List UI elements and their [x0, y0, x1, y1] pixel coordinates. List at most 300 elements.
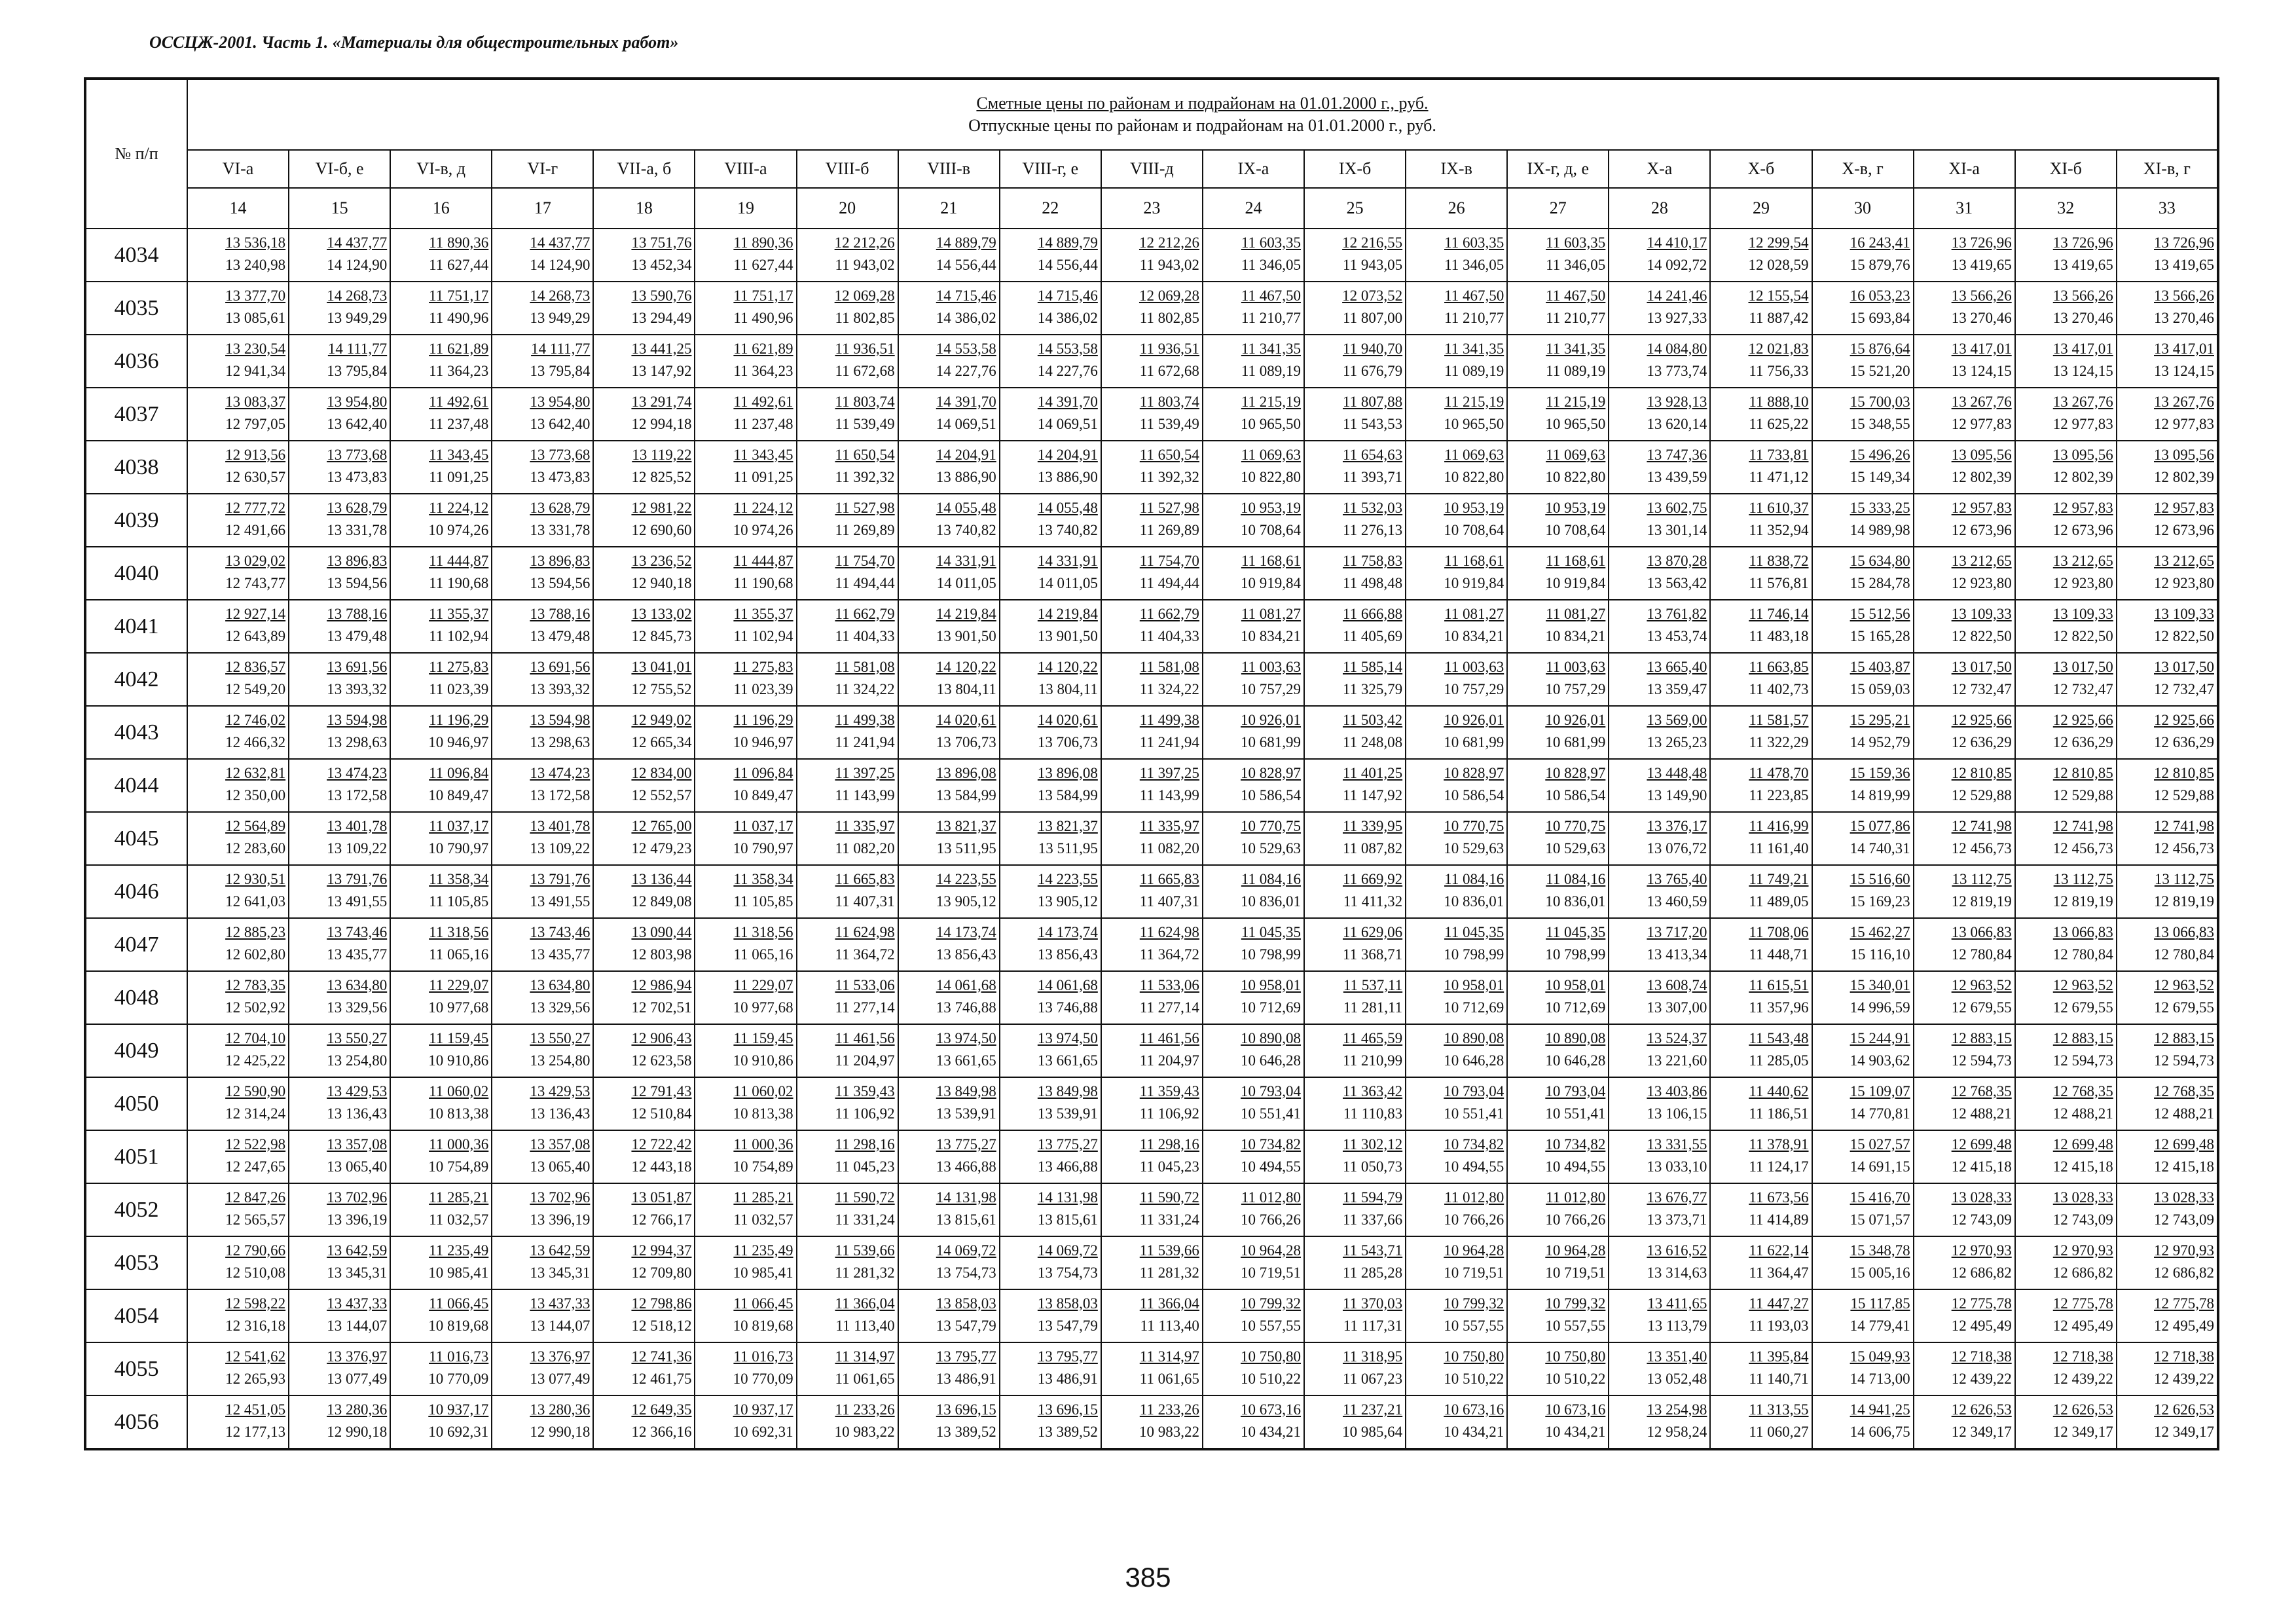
release-price: 11 269,89 — [835, 521, 895, 538]
release-price: 13 584,99 — [1037, 786, 1098, 803]
price-cell — [187, 441, 289, 494]
estimated-price: 12 775,78 — [2154, 1295, 2214, 1312]
price-cell — [1101, 1130, 1203, 1183]
price-cell — [390, 759, 492, 812]
estimated-price: 12 299,54 — [1748, 234, 1809, 251]
estimated-price: 14 084,80 — [1647, 340, 1707, 357]
release-price: 12 709,80 — [631, 1264, 692, 1281]
price-cell — [390, 1130, 492, 1183]
release-price: 12 439,22 — [1951, 1370, 2012, 1387]
estimated-price: 14 331,91 — [1037, 552, 1098, 569]
estimated-price: 13 676,77 — [1647, 1189, 1707, 1206]
price-cell — [1304, 865, 1406, 918]
estimated-price: 13 628,79 — [530, 499, 591, 516]
estimated-price: 13 417,01 — [1951, 340, 2012, 357]
release-price: 14 989,98 — [1850, 521, 1910, 538]
estimated-price: 11 397,25 — [835, 764, 895, 781]
price-cell — [1406, 1236, 1507, 1289]
release-price: 13 746,88 — [936, 999, 996, 1016]
release-price: 11 204,97 — [835, 1052, 895, 1069]
estimated-price: 11 492,61 — [429, 393, 489, 410]
estimated-price: 14 268,73 — [327, 287, 388, 304]
release-price: 10 510,22 — [1545, 1370, 1606, 1387]
price-cell — [2015, 494, 2117, 547]
estimated-price: 14 131,98 — [936, 1189, 996, 1206]
estimated-price: 11 751,17 — [429, 287, 489, 304]
price-cell — [1203, 865, 1304, 918]
estimated-price: 13 821,37 — [1037, 817, 1098, 834]
price-cell — [289, 1342, 390, 1395]
release-price: 11 494,44 — [1139, 574, 1199, 591]
estimated-price: 13 726,96 — [2154, 234, 2214, 251]
estimated-price: 11 624,98 — [1139, 923, 1199, 940]
price-cell — [390, 335, 492, 388]
estimated-price: 11 229,07 — [733, 976, 793, 993]
estimated-price: 11 084,16 — [1546, 870, 1606, 887]
estimated-price: 11 003,63 — [1546, 658, 1606, 675]
estimated-price: 13 109,33 — [1951, 605, 2012, 622]
estimated-price: 13 954,80 — [327, 393, 388, 410]
price-cell — [695, 282, 796, 335]
release-price: 11 023,39 — [733, 680, 793, 697]
price-cell — [492, 441, 593, 494]
estimated-price: 11 370,03 — [1342, 1295, 1403, 1312]
release-price: 11 627,44 — [429, 256, 489, 273]
estimated-price: 13 594,98 — [530, 711, 591, 728]
release-price: 13 298,63 — [327, 733, 388, 750]
region-column-header: IX-а — [1203, 150, 1304, 188]
estimated-price: 12 970,93 — [1951, 1242, 2012, 1259]
estimated-price: 11 401,25 — [1342, 764, 1403, 781]
release-price: 10 910,86 — [428, 1052, 489, 1069]
release-price: 10 712,69 — [1444, 999, 1504, 1016]
estimated-price: 13 642,59 — [530, 1242, 591, 1259]
estimated-price: 11 527,98 — [835, 499, 895, 516]
estimated-price: 12 718,38 — [2154, 1348, 2214, 1365]
estimated-price: 11 224,12 — [733, 499, 793, 516]
estimated-price: 13 411,65 — [1647, 1295, 1707, 1312]
release-price: 12 819,19 — [2154, 893, 2214, 910]
release-price: 13 052,48 — [1647, 1370, 1707, 1387]
price-cell — [187, 971, 289, 1024]
price-cell — [492, 494, 593, 547]
release-price: 14 556,44 — [936, 256, 996, 273]
release-price: 10 798,99 — [1241, 946, 1302, 963]
price-cell — [695, 1289, 796, 1342]
release-price: 11 346,05 — [1444, 256, 1504, 273]
estimated-price: 13 109,33 — [2052, 605, 2113, 622]
price-cell — [2117, 547, 2218, 600]
price-cell — [1304, 1024, 1406, 1077]
estimated-price: 13 267,76 — [2052, 393, 2113, 410]
estimated-price: 11 016,73 — [429, 1348, 489, 1365]
table-row — [85, 1342, 2218, 1395]
release-price: 13 804,11 — [936, 680, 996, 697]
estimated-price: 12 883,15 — [2154, 1029, 2214, 1046]
price-cell — [2117, 865, 2218, 918]
release-price: 13 329,56 — [327, 999, 388, 1016]
price-cell — [1101, 918, 1203, 971]
release-price: 10 719,51 — [1241, 1264, 1302, 1281]
price-cell — [1101, 971, 1203, 1024]
release-price: 13 124,15 — [2154, 362, 2214, 379]
estimated-price: 10 828,97 — [1444, 764, 1504, 781]
price-cell — [1507, 494, 1609, 547]
estimated-price: 11 069,63 — [1241, 446, 1302, 463]
price-cell — [1507, 1077, 1609, 1130]
price-cell — [187, 1183, 289, 1236]
release-price: 11 110,83 — [1343, 1105, 1403, 1122]
price-cell — [1406, 918, 1507, 971]
release-price: 13 486,91 — [1037, 1370, 1098, 1387]
estimated-price: 11 366,04 — [835, 1295, 895, 1312]
estimated-price: 11 936,51 — [1139, 340, 1199, 357]
release-price: 12 822,50 — [1951, 627, 2012, 644]
release-price: 13 149,90 — [1647, 786, 1707, 803]
price-cell — [390, 653, 492, 706]
price-cell — [1203, 1236, 1304, 1289]
price-cell — [1000, 706, 1101, 759]
price-cell — [187, 335, 289, 388]
release-price: 11 161,40 — [1749, 840, 1809, 857]
release-price: 11 237,48 — [733, 415, 793, 432]
release-price: 10 529,63 — [1444, 840, 1504, 857]
release-price: 10 434,21 — [1444, 1423, 1504, 1440]
release-price: 12 679,55 — [2154, 999, 2214, 1016]
release-price: 11 065,16 — [429, 946, 489, 963]
price-cell — [1203, 918, 1304, 971]
price-cell — [1812, 1289, 1914, 1342]
price-cell — [898, 1024, 1000, 1077]
price-cell — [2015, 1183, 2117, 1236]
price-cell — [187, 600, 289, 653]
price-cell — [1710, 653, 1812, 706]
estimated-price: 13 566,26 — [1951, 287, 2012, 304]
estimated-price: 11 341,35 — [1241, 340, 1302, 357]
price-cell — [1710, 1183, 1812, 1236]
release-price: 10 754,89 — [428, 1158, 489, 1175]
estimated-price: 14 219,84 — [1037, 605, 1098, 622]
region-column-header: IX-в — [1406, 150, 1507, 188]
estimated-price: 12 913,56 — [225, 446, 286, 463]
estimated-price: 12 883,15 — [1951, 1029, 2012, 1046]
estimated-price: 10 937,17 — [733, 1401, 793, 1418]
price-cell — [1914, 971, 2015, 1024]
row-number: 4051 — [85, 1130, 187, 1183]
price-cell — [593, 759, 695, 812]
release-price: 12 439,22 — [2154, 1370, 2214, 1387]
estimated-price: 13 136,44 — [631, 870, 692, 887]
release-price: 11 364,72 — [835, 946, 895, 963]
release-price: 11 490,96 — [733, 309, 793, 326]
estimated-price: 13 095,56 — [2154, 446, 2214, 463]
price-cell — [289, 335, 390, 388]
column-index: 33 — [2117, 188, 2218, 229]
price-cell — [1406, 229, 1507, 282]
release-price: 14 124,90 — [530, 256, 591, 273]
estimated-price: 11 045,35 — [1546, 923, 1606, 940]
price-cell — [1203, 1024, 1304, 1077]
price-cell — [2015, 1395, 2117, 1449]
release-price: 15 284,78 — [1850, 574, 1910, 591]
release-price: 10 985,41 — [428, 1264, 489, 1281]
release-price: 13 265,23 — [1647, 733, 1707, 750]
estimated-price: 11 416,99 — [1749, 817, 1809, 834]
price-cell — [1812, 1077, 1914, 1130]
release-price: 11 060,27 — [1749, 1423, 1809, 1440]
price-cell — [1914, 1077, 2015, 1130]
release-price: 11 204,97 — [1139, 1052, 1199, 1069]
release-price: 12 366,16 — [631, 1423, 692, 1440]
release-price: 11 210,77 — [1546, 309, 1606, 326]
release-price: 10 977,68 — [428, 999, 489, 1016]
page-number: 385 — [1125, 1562, 1171, 1593]
release-price: 12 802,39 — [2052, 468, 2113, 485]
estimated-price: 15 027,57 — [1850, 1135, 1910, 1153]
price-cell — [2015, 547, 2117, 600]
estimated-price: 11 215,19 — [1444, 393, 1504, 410]
price-cell — [1710, 706, 1812, 759]
price-cell — [1914, 1130, 2015, 1183]
price-cell — [1101, 1289, 1203, 1342]
price-cell — [1000, 547, 1101, 600]
release-price: 13 359,47 — [1647, 680, 1707, 697]
release-price: 15 165,28 — [1850, 627, 1910, 644]
release-price: 12 602,80 — [225, 946, 286, 963]
release-price: 12 755,52 — [631, 680, 692, 697]
price-cell — [898, 971, 1000, 1024]
price-cell — [1609, 388, 1710, 441]
estimated-price: 11 003,63 — [1444, 658, 1504, 675]
estimated-price: 11 543,48 — [1749, 1029, 1809, 1046]
estimated-price: 12 906,43 — [631, 1029, 692, 1046]
estimated-price: 11 335,97 — [835, 817, 895, 834]
estimated-price: 11 447,27 — [1749, 1295, 1809, 1312]
release-price: 11 346,05 — [1546, 256, 1606, 273]
estimated-price: 13 017,50 — [2052, 658, 2113, 675]
estimated-price: 13 590,76 — [631, 287, 692, 304]
release-price: 12 673,96 — [2052, 521, 2113, 538]
release-price: 10 822,80 — [1444, 468, 1504, 485]
price-cell — [187, 388, 289, 441]
estimated-price: 11 754,70 — [1139, 552, 1199, 569]
region-column-header: VI-б, е — [289, 150, 390, 188]
column-index: 32 — [2015, 188, 2117, 229]
estimated-price: 11 581,08 — [1139, 658, 1199, 675]
release-price: 11 091,25 — [733, 468, 793, 485]
estimated-price: 11 066,45 — [429, 1295, 489, 1312]
estimated-price: 13 095,56 — [1951, 446, 2012, 463]
release-price: 12 349,17 — [1951, 1423, 2012, 1440]
price-cell — [187, 494, 289, 547]
release-price: 10 712,69 — [1241, 999, 1302, 1016]
price-cell — [492, 1183, 593, 1236]
estimated-price: 13 066,83 — [2154, 923, 2214, 940]
price-cell — [1101, 494, 1203, 547]
price-cell — [289, 1077, 390, 1130]
release-price: 13 240,98 — [225, 256, 286, 273]
estimated-price: 13 280,36 — [327, 1401, 388, 1418]
release-price: 11 285,28 — [1342, 1264, 1403, 1281]
estimated-price: 13 236,52 — [631, 552, 692, 569]
estimated-price: 10 926,01 — [1545, 711, 1606, 728]
price-cell — [1710, 865, 1812, 918]
price-cell — [1507, 865, 1609, 918]
release-price: 10 551,41 — [1444, 1105, 1504, 1122]
price-cell — [187, 706, 289, 759]
price-cell — [1914, 865, 2015, 918]
estimated-price: 12 704,10 — [225, 1029, 286, 1046]
release-price: 14 011,05 — [936, 574, 996, 591]
price-cell — [2117, 600, 2218, 653]
price-cell — [1710, 600, 1812, 653]
price-cell — [1507, 229, 1609, 282]
release-price: 12 941,34 — [225, 362, 286, 379]
estimated-price: 10 890,08 — [1444, 1029, 1504, 1046]
release-price: 10 708,64 — [1545, 521, 1606, 538]
price-cell — [1203, 600, 1304, 653]
estimated-price: 12 718,38 — [2052, 1348, 2113, 1365]
release-price: 13 077,49 — [327, 1370, 388, 1387]
release-price: 11 061,65 — [1139, 1370, 1199, 1387]
release-price: 13 901,50 — [936, 627, 996, 644]
estimated-price: 13 267,76 — [1951, 393, 2012, 410]
estimated-price: 12 626,53 — [2052, 1401, 2113, 1418]
release-price: 14 556,44 — [1037, 256, 1098, 273]
release-price: 10 770,09 — [733, 1370, 793, 1387]
release-price: 11 124,17 — [1749, 1158, 1809, 1175]
estimated-price: 11 060,02 — [429, 1082, 489, 1099]
estimated-price: 11 440,62 — [1749, 1082, 1809, 1099]
release-price: 11 887,42 — [1749, 309, 1809, 326]
estimated-price: 14 061,68 — [1037, 976, 1098, 993]
estimated-price: 11 444,87 — [429, 552, 489, 569]
release-price: 10 681,99 — [1444, 733, 1504, 750]
row-number: 4045 — [85, 812, 187, 865]
release-price: 13 594,56 — [530, 574, 591, 591]
estimated-price: 11 624,98 — [835, 923, 895, 940]
release-price: 13 642,40 — [327, 415, 388, 432]
estimated-price: 12 768,35 — [1951, 1082, 2012, 1099]
price-cell — [1203, 1183, 1304, 1236]
price-cell — [1710, 1130, 1812, 1183]
release-price: 14 713,00 — [1850, 1370, 1910, 1387]
release-price: 12 502,92 — [225, 999, 286, 1016]
price-cell — [1406, 812, 1507, 865]
estimated-price: 13 849,98 — [936, 1082, 996, 1099]
release-price: 12 732,47 — [2154, 680, 2214, 697]
price-cell — [289, 494, 390, 547]
price-cell — [1203, 706, 1304, 759]
estimated-price: 11 629,06 — [1342, 923, 1403, 940]
price-cell — [1406, 388, 1507, 441]
price-cell — [2015, 971, 2117, 1024]
price-cell — [1203, 335, 1304, 388]
price-cell — [898, 1395, 1000, 1449]
estimated-price: 11 318,56 — [429, 923, 489, 940]
estimated-price: 13 773,68 — [327, 446, 388, 463]
estimated-price: 14 069,72 — [936, 1242, 996, 1259]
release-price: 11 248,08 — [1342, 733, 1403, 750]
release-price: 12 673,96 — [2154, 521, 2214, 538]
estimated-price: 11 807,88 — [1342, 393, 1403, 410]
release-price: 12 732,47 — [1951, 680, 2012, 697]
release-price: 13 949,29 — [530, 309, 591, 326]
release-price: 13 113,79 — [1647, 1317, 1707, 1334]
release-price: 10 770,09 — [428, 1370, 489, 1387]
release-price: 12 641,03 — [225, 893, 286, 910]
price-cell — [1000, 282, 1101, 335]
column-index: 28 — [1609, 188, 1710, 229]
price-cell — [1812, 388, 1914, 441]
release-price: 11 411,32 — [1343, 893, 1403, 910]
price-cell — [1203, 441, 1304, 494]
price-cell — [1101, 441, 1203, 494]
estimated-price: 10 750,80 — [1444, 1348, 1504, 1365]
row-number: 4054 — [85, 1289, 187, 1342]
estimated-price: 11 936,51 — [835, 340, 895, 357]
release-price: 12 594,73 — [2052, 1052, 2113, 1069]
estimated-price: 13 429,53 — [327, 1082, 388, 1099]
estimated-price: 10 964,28 — [1241, 1242, 1302, 1259]
estimated-price: 11 060,02 — [733, 1082, 793, 1099]
estimated-price: 11 302,12 — [1342, 1135, 1403, 1153]
estimated-price: 11 395,84 — [1749, 1348, 1809, 1365]
estimated-price: 13 112,75 — [2053, 870, 2113, 887]
release-price: 12 923,80 — [2052, 574, 2113, 591]
table-row — [85, 1077, 2218, 1130]
estimated-price: 13 267,76 — [2154, 393, 2214, 410]
estimated-price: 11 233,26 — [1139, 1401, 1199, 1418]
price-cell — [898, 865, 1000, 918]
release-price: 12 780,84 — [1951, 946, 2012, 963]
price-cell — [1812, 1024, 1914, 1077]
release-price: 13 584,99 — [936, 786, 996, 803]
price-cell — [1710, 1395, 1812, 1449]
estimated-price: 14 889,79 — [936, 234, 996, 251]
estimated-price: 14 061,68 — [936, 976, 996, 993]
release-price: 10 965,50 — [1545, 415, 1606, 432]
price-cell — [1304, 1395, 1406, 1449]
price-cell — [2117, 1395, 2218, 1449]
estimated-price: 10 734,82 — [1545, 1135, 1606, 1153]
price-cell — [2015, 282, 2117, 335]
estimated-price: 12 981,22 — [631, 499, 692, 516]
estimated-price: 11 285,21 — [733, 1189, 793, 1206]
estimated-price: 12 741,98 — [2154, 817, 2214, 834]
estimated-price: 11 665,83 — [1139, 870, 1199, 887]
price-cell — [695, 971, 796, 1024]
price-cell — [1304, 282, 1406, 335]
price-cell — [797, 812, 898, 865]
release-price: 10 822,80 — [1545, 468, 1606, 485]
estimated-price: 11 168,61 — [1546, 552, 1606, 569]
estimated-price: 12 777,72 — [225, 499, 286, 516]
estimated-price: 11 275,83 — [429, 658, 489, 675]
release-price: 11 186,51 — [1749, 1105, 1809, 1122]
price-cell — [1101, 388, 1203, 441]
estimated-price: 12 522,98 — [225, 1135, 286, 1153]
release-price: 12 845,73 — [631, 627, 692, 644]
price-cell — [390, 229, 492, 282]
column-index: 15 — [289, 188, 390, 229]
estimated-price: 11 196,29 — [733, 711, 793, 728]
price-cell — [797, 759, 898, 812]
column-index: 16 — [390, 188, 492, 229]
price-cell — [1203, 229, 1304, 282]
estimated-price: 11 539,66 — [1139, 1242, 1199, 1259]
estimated-price: 11 159,45 — [733, 1029, 793, 1046]
